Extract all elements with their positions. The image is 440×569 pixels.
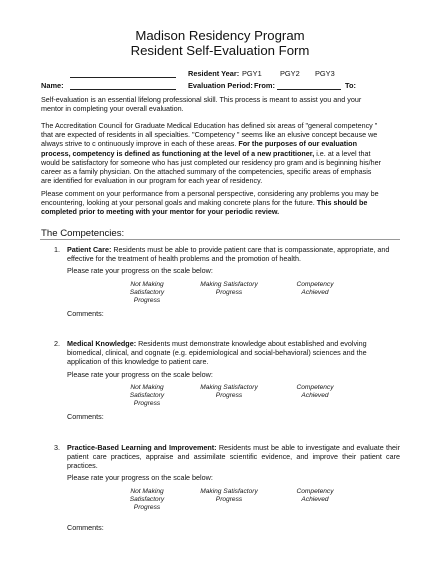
item-1-rate-prompt: Please rate your progress on the scale below:: [67, 266, 213, 275]
competencies-heading: The Competencies:: [41, 228, 125, 239]
form-title-line2: Resident Self-Evaluation Form: [130, 43, 310, 58]
item-1-scale-satisfactory[interactable]: Making Satisfactory Progress: [200, 281, 258, 297]
item-3-scale-satisfactory[interactable]: Making Satisfactory Progress: [200, 488, 258, 504]
intro-paragraph-3: Please comment on your performance from a personal perspective, considering any problems you may be encountering, looking at your personal goals and making concrete plans for the future. This should be completed prior to meeting with your mentor for your periodic review.: [41, 189, 379, 217]
intro-paragraph-2: The Accreditation Council for Graduate Medical Education has defined six areas of "general competency " that are expected of residents in all specialties. "Competency " seems like an elusive concept because we always strive to c ontinuously improve in each of these areas. For the purposes of our evaluation process, competency is defined as functioning at the level of a new practitioner, i.e. at a level that would be satisfactory for someone who has just completed our residency pro gram and is beginning his/her career as a family physician. On the attached summary of the competencies, specific areas of emphasis are identified for evaluation in our program for each year of residency.: [41, 121, 381, 186]
section-divider: [40, 239, 400, 240]
intro-paragraph-1: Self-evaluation is an essential lifelong professional skill. This process is meant to assist you and your mentor in completing your overall evaluation.: [41, 95, 362, 114]
item-1-comments-field[interactable]: [106, 317, 400, 318]
item-2-number: 2.: [54, 339, 60, 348]
item-1-scale-not-satisfactory[interactable]: Not Making Satisfactory Progress: [129, 281, 165, 305]
item-3-scale-not-satisfactory[interactable]: Not Making Satisfactory Progress: [129, 488, 165, 512]
item-3-number: 3.: [54, 443, 60, 452]
item-2-rate-prompt: Please rate your progress on the scale below:: [67, 370, 213, 379]
item-2-comments-label: Comments:: [67, 412, 104, 421]
item-1-number: 1.: [54, 245, 60, 254]
pgy2-option[interactable]: PGY2: [280, 69, 300, 78]
item-3-rate-prompt: Please rate your progress on the scale below:: [67, 473, 213, 482]
from-date-field[interactable]: [277, 89, 341, 90]
item-2-scale-not-satisfactory[interactable]: Not Making Satisfactory Progress: [129, 384, 165, 408]
to-label: To:: [345, 81, 356, 90]
item-1-text: Patient Care: Residents must be able to provide patient care that is compassionate, appropriate, and effective for the treatment of health problems and the promotion of health.: [67, 245, 390, 264]
item-1-scale-achieved[interactable]: Competency Achieved: [296, 281, 334, 297]
item-2-text: Medical Knowledge: Residents must demonstrate knowledge about established and evolving biomedical, clinical, and cognate (e.g. epidemiological and social-behavioral) sciences and the application of this knowledge to patient care.: [67, 339, 367, 367]
from-label: From:: [254, 81, 275, 90]
pgy3-option[interactable]: PGY3: [315, 69, 335, 78]
pgy1-option[interactable]: PGY1: [242, 69, 262, 78]
item-2-scale-achieved[interactable]: Competency Achieved: [296, 384, 334, 400]
name-label: Name:: [41, 81, 64, 90]
item-3-text: Practice-Based Learning and Improvement: Residents must be able to investigate and evaluate their patient care practices, appraise and assimilate scientific evidence, and improve their patient care practices.: [67, 443, 400, 471]
name-field[interactable]: [70, 89, 176, 90]
item-3-comments-field[interactable]: [106, 531, 400, 532]
item-2-comments-field[interactable]: [106, 420, 400, 421]
resident-year-label: Resident Year:: [188, 69, 240, 78]
form-title-line1: Madison Residency Program: [135, 28, 305, 43]
item-3-scale-achieved[interactable]: Competency Achieved: [296, 488, 334, 504]
item-1-comments-label: Comments:: [67, 309, 104, 318]
item-3-comments-label: Comments:: [67, 523, 104, 532]
evaluation-period-label: Evaluation Period:: [188, 81, 253, 90]
resident-year-blank-line[interactable]: [70, 77, 176, 78]
item-2-scale-satisfactory[interactable]: Making Satisfactory Progress: [200, 384, 258, 400]
